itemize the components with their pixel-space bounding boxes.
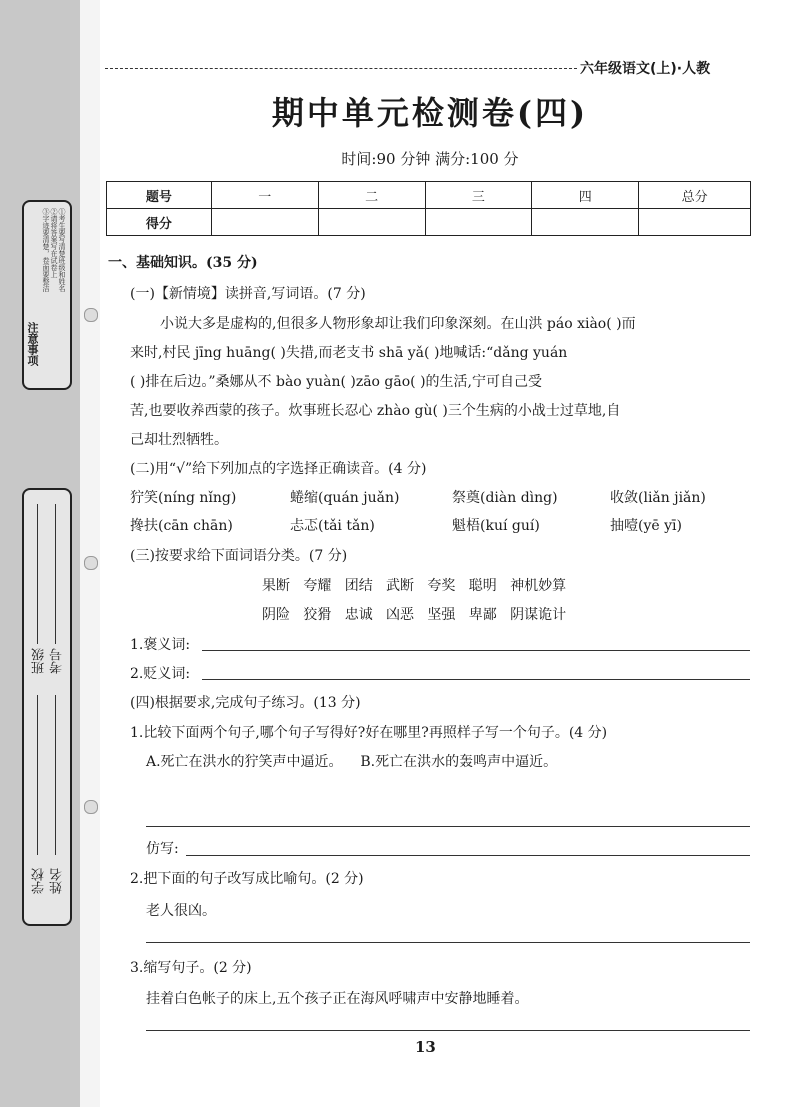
binding-margin <box>80 0 100 1107</box>
part-heading: (二)用“√”给下列加点的字选择正确读音。(4 分) <box>130 461 427 477</box>
question-text: 3.缩写句子。(2 分) <box>130 960 252 976</box>
pinyin-choice[interactable]: 魁梧(kuí guí) <box>452 518 540 534</box>
part-heading: (一)【新情境】读拼音,写词语。(7 分) <box>130 286 366 302</box>
pinyin-choice[interactable]: 抽噎(yē yī) <box>610 518 682 534</box>
part-heading: (四)根据要求,完成句子练习。(13 分) <box>130 695 361 711</box>
section-heading: 一、基础知识。(35 分) <box>108 255 258 271</box>
pinyin-choice[interactable]: 忐忑(tǎi tǎn) <box>290 518 375 534</box>
school-field[interactable] <box>37 695 38 855</box>
binding-hole <box>84 556 98 570</box>
name-label: 姓名 <box>50 868 65 894</box>
question-sentence: 老人很凶。 <box>146 903 216 919</box>
header-grade-label: 六年级语文(上)·人教 <box>580 61 711 77</box>
pinyin-choice[interactable]: 蜷缩(quán juǎn) <box>290 490 400 506</box>
question-sentence: 挂着白色帐子的床上,五个孩子正在海风呼啸声中安静地睡着。 <box>146 991 529 1007</box>
notice-box <box>22 200 72 390</box>
part-heading: (三)按要求给下面词语分类。(7 分) <box>130 548 348 564</box>
answer-line[interactable] <box>186 855 750 856</box>
answer-line[interactable] <box>146 942 750 943</box>
school-label: 学校 <box>32 868 47 894</box>
page-number: 13 <box>415 1038 436 1056</box>
notice-lines <box>42 208 66 380</box>
pinyin-choice[interactable]: 狞笑(níng nǐng) <box>130 490 237 506</box>
header-dashed-line <box>105 68 577 69</box>
score-cell[interactable] <box>211 209 318 236</box>
exam-no-label: 考号 <box>50 648 65 674</box>
score-cell[interactable] <box>532 209 639 236</box>
table-header-cell: 题号 <box>107 182 212 209</box>
question-label: 2.贬义词: <box>130 666 191 682</box>
table-header-cell: 一 <box>211 182 318 209</box>
passage-line: 己却壮烈牺牲。 <box>130 432 228 448</box>
page-title: 期中单元检测卷(四) <box>271 94 589 132</box>
answer-line[interactable] <box>202 650 750 651</box>
notice-title: 注意事项 <box>26 322 39 366</box>
question-text: 2.把下面的句子改写成比喻句。(2 分) <box>130 871 364 887</box>
answer-line[interactable] <box>146 826 750 827</box>
notice-line: ②请将答案写在试卷上 <box>50 208 58 278</box>
pinyin-choice[interactable]: 祭奠(diàn dìng) <box>452 490 558 506</box>
pinyin-choice[interactable]: 搀扶(cān chān) <box>130 518 233 534</box>
score-row-label: 得分 <box>107 209 212 236</box>
question-label: 1.褒义词: <box>130 637 191 653</box>
pinyin-choice[interactable]: 收敛(liǎn jiǎn) <box>610 490 706 506</box>
passage-line: ( )排在后边。”桑娜从不 bào yuàn( )zāo gāo( )的生活,宁可自己受 <box>130 374 542 390</box>
class-label: 班级 <box>32 648 47 674</box>
imitate-label: 仿写: <box>146 841 179 857</box>
exam-no-field[interactable] <box>55 504 56 644</box>
score-cell[interactable] <box>318 209 425 236</box>
sentence-options: A.死亡在洪水的狞笑声中逼近。 B.死亡在洪水的轰鸣声中逼近。 <box>146 754 558 770</box>
exam-time-score: 时间:90 分钟 满分:100 分 <box>341 150 519 168</box>
table-header-cell: 三 <box>425 182 532 209</box>
class-field[interactable] <box>37 504 38 644</box>
score-cell[interactable] <box>425 209 532 236</box>
table-header-cell: 二 <box>318 182 425 209</box>
table-header-cell: 四 <box>532 182 639 209</box>
binding-hole <box>84 800 98 814</box>
passage-line: 苦,也要收养西蒙的孩子。炊事班长忍心 zhào gù( )三个生病的小战士过草地,自 <box>130 403 621 419</box>
binding-hole <box>84 308 98 322</box>
answer-line[interactable] <box>202 679 750 680</box>
answer-line[interactable] <box>146 1030 750 1031</box>
student-info-box <box>22 488 72 926</box>
passage-line: 小说大多是虚构的,但很多人物形象却让我们印象深刻。在山洪 páo xiào( )而 <box>160 316 636 332</box>
notice-line: ①考生要写清楚班级和姓名 <box>58 208 66 292</box>
table-header-cell: 总分 <box>639 182 751 209</box>
name-field[interactable] <box>55 695 56 855</box>
score-cell[interactable] <box>639 209 751 236</box>
score-table-score-row <box>107 209 751 236</box>
score-table-header-row <box>107 182 751 209</box>
word-list: 阴险 狡猾 忠诚 凶恶 坚强 卑鄙 阴谋诡计 <box>262 607 567 623</box>
word-list: 果断 夸耀 团结 武断 夸奖 聪明 神机妙算 <box>262 578 567 594</box>
question-text: 1.比较下面两个句子,哪个句子写得好?好在哪里?再照样子写一个句子。(4 分) <box>130 725 608 741</box>
passage-line: 来时,村民 jīng huāng( )失措,而老支书 shā yǎ( )地喊话:“dǎng yuán <box>130 345 568 361</box>
notice-line: ③字迹要清楚，卷面要整洁 <box>42 208 50 292</box>
score-table <box>106 181 751 236</box>
